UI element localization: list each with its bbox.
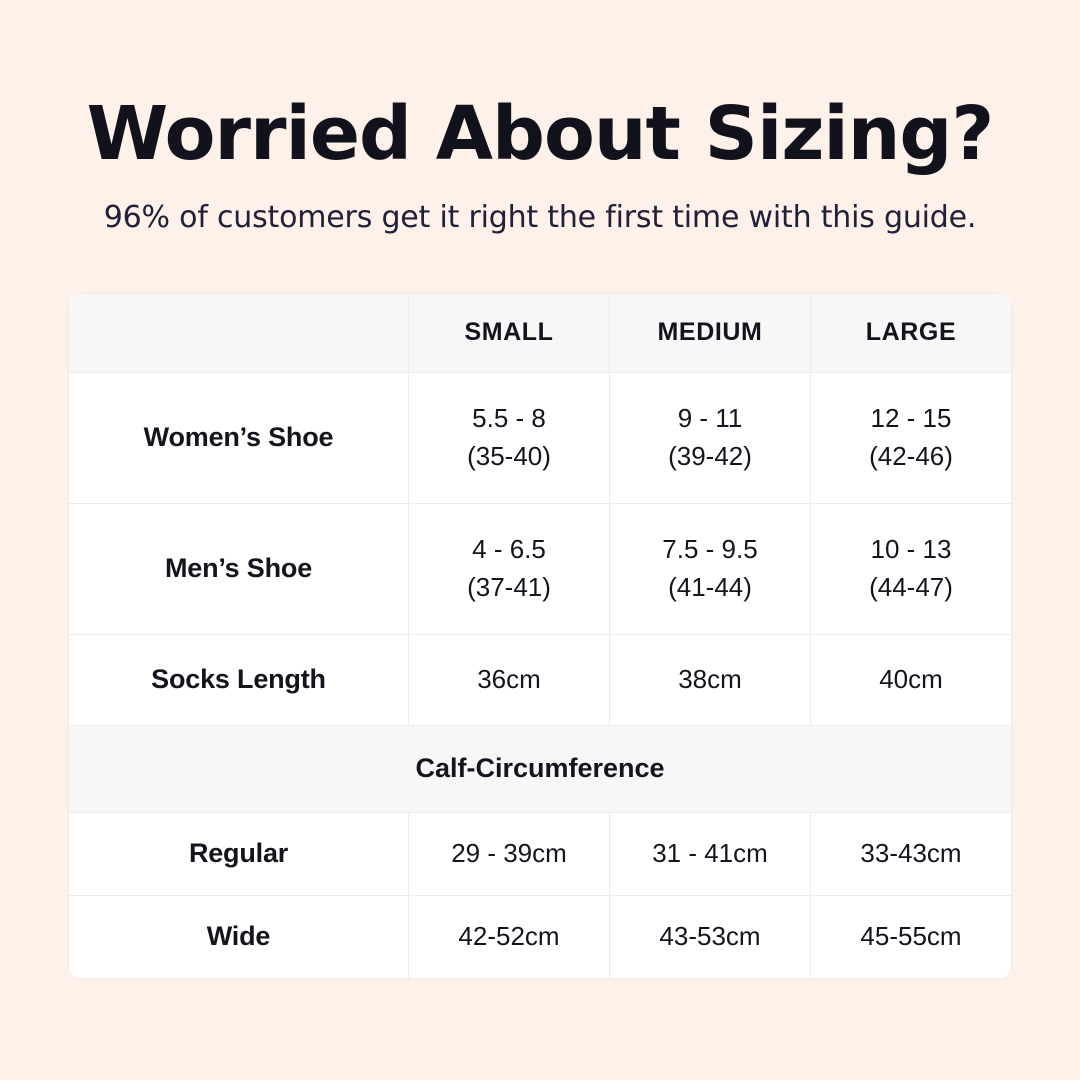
column-header-large: LARGE bbox=[811, 293, 1012, 372]
section-title-calf-circumference: Calf-Circumference bbox=[69, 725, 1012, 812]
column-header-blank bbox=[69, 293, 409, 372]
row-label-regular: Regular bbox=[69, 812, 409, 895]
cell-main-value: 10 - 13 bbox=[870, 534, 952, 564]
cell-regular-medium: 31 - 41cm bbox=[610, 812, 811, 895]
cell-socks-large: 40cm bbox=[811, 634, 1012, 725]
row-label-wide: Wide bbox=[69, 895, 409, 978]
table-header-row bbox=[69, 293, 1012, 372]
cell-wide-small: 42-52cm bbox=[409, 895, 610, 978]
cell-main-value: 7.5 - 9.5 bbox=[662, 534, 758, 564]
table-row bbox=[69, 372, 1012, 503]
cell-sub-value: (44-47) bbox=[869, 571, 953, 602]
cell-mens-large bbox=[811, 503, 1012, 634]
size-chart-table bbox=[68, 293, 1012, 979]
cell-main-value: 12 - 15 bbox=[870, 403, 952, 433]
cell-mens-medium bbox=[610, 503, 811, 634]
table-row bbox=[69, 895, 1012, 978]
table-row bbox=[69, 634, 1012, 725]
cell-regular-small: 29 - 39cm bbox=[409, 812, 610, 895]
column-header-medium: MEDIUM bbox=[610, 293, 811, 372]
cell-mens-small bbox=[409, 503, 610, 634]
table-row bbox=[69, 503, 1012, 634]
section-header-row bbox=[69, 725, 1012, 812]
cell-main-value: 5.5 - 8 bbox=[472, 403, 546, 433]
cell-sub-value: (35-40) bbox=[467, 440, 551, 471]
cell-main-value: 4 - 6.5 bbox=[472, 534, 546, 564]
cell-socks-medium: 38cm bbox=[610, 634, 811, 725]
cell-wide-medium: 43-53cm bbox=[610, 895, 811, 978]
cell-sub-value: (37-41) bbox=[467, 571, 551, 602]
table-body bbox=[69, 372, 1012, 978]
row-label-mens-shoe: Men’s Shoe bbox=[69, 503, 409, 634]
page-subtitle: 96% of customers get it right the first time with this guide. bbox=[103, 199, 977, 235]
cell-sub-value: (39-42) bbox=[668, 440, 752, 471]
row-label-womens-shoe: Women’s Shoe bbox=[69, 372, 409, 503]
table-header bbox=[69, 293, 1012, 372]
column-header-small: SMALL bbox=[409, 293, 610, 372]
table-row bbox=[69, 812, 1012, 895]
cell-main-value: 9 - 11 bbox=[677, 403, 743, 433]
cell-socks-small: 36cm bbox=[409, 634, 610, 725]
cell-wide-large: 45-55cm bbox=[811, 895, 1012, 978]
page-title: Worried About Sizing? bbox=[86, 91, 994, 177]
cell-womens-medium bbox=[610, 372, 811, 503]
cell-womens-large bbox=[811, 372, 1012, 503]
size-chart-card bbox=[68, 293, 1012, 979]
cell-sub-value: (42-46) bbox=[869, 440, 953, 471]
cell-sub-value: (41-44) bbox=[668, 571, 752, 602]
row-label-socks-length: Socks Length bbox=[69, 634, 409, 725]
cell-womens-small bbox=[409, 372, 610, 503]
header bbox=[0, 0, 1080, 235]
cell-regular-large: 33-43cm bbox=[811, 812, 1012, 895]
